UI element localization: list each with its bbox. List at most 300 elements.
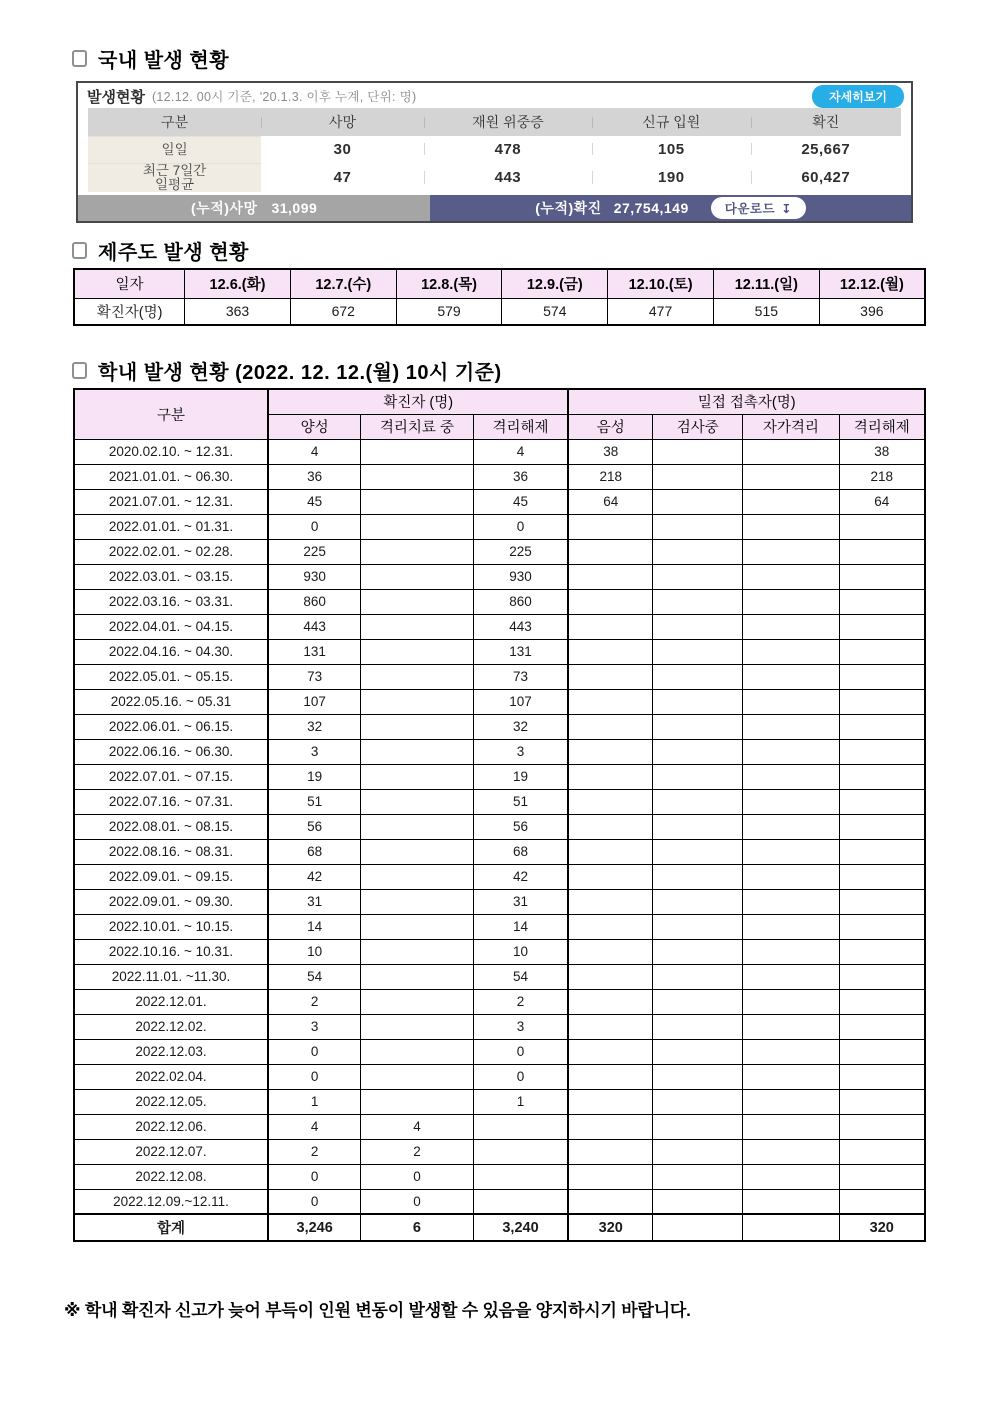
value-cell: [653, 1139, 743, 1164]
value-cell: 225: [473, 539, 568, 564]
value-cell: 56: [473, 814, 568, 839]
value-cell: 0: [473, 1039, 568, 1064]
value-cell: [653, 789, 743, 814]
value-cell: 0: [361, 1189, 473, 1214]
value-cell: [568, 964, 652, 989]
value-cell: [568, 914, 652, 939]
period-cell: 2022.06.01. ~ 06.15.: [74, 714, 268, 739]
column-header: 구분: [161, 114, 189, 130]
value-cell: [743, 564, 839, 589]
value-cell: 36: [268, 464, 361, 489]
value-cell: 3,246: [268, 1214, 361, 1241]
value-cell: 64: [568, 489, 652, 514]
period-cell: 2022.03.16. ~ 03.31.: [74, 589, 268, 614]
table-row: [74, 864, 925, 889]
value-cell: [653, 839, 743, 864]
value-cell: [743, 1114, 839, 1139]
table-row: [74, 839, 925, 864]
value-cell: [653, 864, 743, 889]
value-cell: [653, 1164, 743, 1189]
value-cell: 0: [268, 1189, 361, 1214]
school-table-body: [74, 439, 925, 1241]
value-cell: 574: [502, 298, 608, 325]
value-cell: [653, 514, 743, 539]
value-cell: [361, 739, 473, 764]
value-cell: [361, 1039, 473, 1064]
value-cell: [839, 1114, 925, 1139]
value-cell: [361, 539, 473, 564]
value-cell: [473, 1114, 568, 1139]
download-icon: ↧: [781, 201, 793, 216]
value-cell: 3: [268, 739, 361, 764]
value-cell: 515: [713, 298, 819, 325]
value-cell: 2: [268, 989, 361, 1014]
value-cell: [839, 539, 925, 564]
national-status-box: [76, 81, 913, 223]
value-cell: [653, 1189, 743, 1214]
value-cell: [361, 964, 473, 989]
value-cell: [568, 614, 652, 639]
value-cell: 478: [424, 136, 592, 163]
value-cell: [653, 939, 743, 964]
column-header: 12.6.(화): [185, 269, 291, 298]
value-cell: [361, 989, 473, 1014]
value-cell: [361, 589, 473, 614]
column-header: 일자: [74, 269, 185, 298]
value-cell: [743, 439, 839, 464]
period-cell: 2022.04.01. ~ 04.15.: [74, 614, 268, 639]
value-cell: [568, 1014, 652, 1039]
period-cell: 2022.11.01. ~11.30.: [74, 964, 268, 989]
value-cell: [653, 739, 743, 764]
value-cell: 54: [268, 964, 361, 989]
value-cell: [653, 764, 743, 789]
school-table: [73, 388, 926, 1242]
value-cell: [653, 664, 743, 689]
value-cell: [743, 964, 839, 989]
column-header: 격리해제: [839, 414, 925, 439]
value-cell: 30: [333, 141, 352, 158]
value-cell: [568, 664, 652, 689]
value-cell: [361, 789, 473, 814]
value-cell: [839, 789, 925, 814]
value-cell: [743, 1089, 839, 1114]
period-cell: 2022.09.01. ~ 09.15.: [74, 864, 268, 889]
value-cell: 32: [268, 714, 361, 739]
value-cell: 42: [473, 864, 568, 889]
value-cell: 3: [473, 1014, 568, 1039]
value-cell: [653, 964, 743, 989]
value-cell: 10: [473, 939, 568, 964]
value-cell: 131: [268, 639, 361, 664]
table-row: [74, 1164, 925, 1189]
value-cell: [568, 1039, 652, 1064]
value-cell: 107: [473, 689, 568, 714]
value-cell: [568, 1139, 652, 1164]
column-header: 확진: [751, 112, 901, 132]
value-cell: [361, 864, 473, 889]
value-cell: 68: [268, 839, 361, 864]
value-cell: [473, 1189, 568, 1214]
value-cell: [839, 564, 925, 589]
period-cell: 2022.05.16. ~ 05.31: [74, 689, 268, 714]
table-row: [74, 1089, 925, 1114]
value-cell: 105: [592, 136, 751, 163]
table-row: [74, 1064, 925, 1089]
value-cell: 31: [268, 889, 361, 914]
value-cell: [568, 814, 652, 839]
value-cell: 3,240: [473, 1214, 568, 1241]
value-cell: [743, 789, 839, 814]
column-header: 구분: [74, 389, 268, 439]
column-header: 신규 입원: [592, 112, 751, 132]
value-cell: [361, 439, 473, 464]
value-cell: 0: [268, 1064, 361, 1089]
value-cell: 2: [268, 1139, 361, 1164]
value-cell: [653, 1039, 743, 1064]
value-cell: [839, 914, 925, 939]
value-cell: [568, 939, 652, 964]
column-header: 12.8.(목): [396, 269, 502, 298]
value-cell: [653, 589, 743, 614]
table-row: [74, 1189, 925, 1214]
value-cell: 930: [268, 564, 361, 589]
value-cell: 38: [839, 439, 925, 464]
table-row: [88, 136, 901, 163]
total-row: [74, 1214, 925, 1241]
period-cell: 2022.09.01. ~ 09.30.: [74, 889, 268, 914]
period-cell: 2021.01.01. ~ 06.30.: [74, 464, 268, 489]
checkbox-bullet-icon: [72, 50, 87, 67]
column-group-confirmed: 확진자 (명): [268, 389, 568, 414]
value-cell: [839, 839, 925, 864]
value-cell: [743, 1214, 839, 1241]
value-cell: [568, 739, 652, 764]
table-row: [74, 464, 925, 489]
cumulative-confirmed-label: (누적)확진: [535, 200, 602, 216]
value-cell: [653, 714, 743, 739]
total-label-cell: 합계: [74, 1214, 268, 1241]
table-row: [74, 914, 925, 939]
table-row: [74, 689, 925, 714]
value-cell: 0: [268, 1164, 361, 1189]
table-row: [74, 939, 925, 964]
value-cell: 2: [473, 989, 568, 1014]
value-cell: [743, 1139, 839, 1164]
checkbox-bullet-icon: [72, 242, 87, 259]
download-label: 다운로드: [724, 202, 776, 216]
table-row: [74, 514, 925, 539]
value-cell: [361, 764, 473, 789]
value-cell: [568, 564, 652, 589]
value-cell: [743, 614, 839, 639]
table-row: [74, 614, 925, 639]
footnote: ※ 학내 확진자 신고가 늦어 부득이 인원 변동이 발생할 수 있음을 양지하시기 바랍니다.: [64, 1301, 691, 1320]
value-cell: [839, 1189, 925, 1214]
cumulative-confirmed: [430, 195, 911, 221]
value-cell: [839, 514, 925, 539]
value-cell: 14: [473, 914, 568, 939]
column-header: 양성: [268, 414, 361, 439]
column-group-contacts: 밀접 접촉자(명): [568, 389, 925, 414]
value-cell: [743, 764, 839, 789]
column-header: 12.9.(금): [502, 269, 608, 298]
value-cell: [743, 514, 839, 539]
value-cell: 42: [268, 864, 361, 889]
value-cell: [653, 1214, 743, 1241]
value-cell: [361, 839, 473, 864]
value-cell: [653, 989, 743, 1014]
value-cell: 477: [608, 298, 714, 325]
value-cell: 579: [396, 298, 502, 325]
value-cell: 218: [839, 464, 925, 489]
value-cell: [743, 989, 839, 1014]
value-cell: 107: [268, 689, 361, 714]
period-cell: 2022.10.16. ~ 10.31.: [74, 939, 268, 964]
column-header: 12.12.(월): [819, 269, 925, 298]
value-cell: 225: [268, 539, 361, 564]
table-row: [74, 989, 925, 1014]
value-cell: [839, 589, 925, 614]
value-cell: [743, 739, 839, 764]
value-cell: 320: [568, 1214, 652, 1241]
period-cell: 2022.12.03.: [74, 1039, 268, 1064]
value-cell: [568, 1114, 652, 1139]
value-cell: 3: [473, 739, 568, 764]
heading-text-jeju: 제주도 발생 현황: [98, 242, 249, 264]
value-cell: [653, 914, 743, 939]
value-cell: 320: [839, 1214, 925, 1241]
period-cell: 2022.03.01. ~ 03.15.: [74, 564, 268, 589]
value-cell: [653, 439, 743, 464]
value-cell: 56: [268, 814, 361, 839]
value-cell: 47: [333, 169, 352, 186]
value-cell: [361, 714, 473, 739]
value-cell: [361, 564, 473, 589]
value-cell: [653, 1114, 743, 1139]
table-row: [74, 889, 925, 914]
value-cell: 31: [473, 889, 568, 914]
value-cell: [839, 1164, 925, 1189]
value-cell: [653, 1014, 743, 1039]
value-cell: [839, 689, 925, 714]
row-label: 최근 7일간 일평균: [88, 163, 261, 192]
value-cell: 443: [473, 614, 568, 639]
column-header: 12.11.(일): [713, 269, 819, 298]
value-cell: 73: [473, 664, 568, 689]
column-header: 12.10.(토): [608, 269, 714, 298]
value-cell: [653, 639, 743, 664]
column-header: 12.7.(수): [290, 269, 396, 298]
value-cell: 2: [361, 1139, 473, 1164]
detail-view-button[interactable]: 자세히보기: [812, 85, 904, 108]
value-cell: 38: [568, 439, 652, 464]
value-cell: [839, 739, 925, 764]
value-cell: 4: [361, 1114, 473, 1139]
period-cell: 2022.04.16. ~ 04.30.: [74, 639, 268, 664]
section-heading-jeju: [72, 236, 249, 265]
table-row: [74, 1039, 925, 1064]
school-header-row-groups: [74, 389, 925, 414]
value-cell: [361, 664, 473, 689]
value-cell: [568, 789, 652, 814]
cumulative-confirmed-value: 27,754,149: [613, 200, 689, 216]
value-cell: [839, 664, 925, 689]
value-cell: [839, 1039, 925, 1064]
value-cell: 0: [268, 514, 361, 539]
value-cell: [743, 539, 839, 564]
value-cell: [653, 814, 743, 839]
value-cell: [361, 914, 473, 939]
value-cell: [743, 589, 839, 614]
value-cell: 60,427: [751, 163, 901, 192]
value-cell: [568, 1089, 652, 1114]
box-caption: (12.12. 00시 기준, '20.1.3. 이후 누계, 단위: 명): [151, 90, 417, 104]
value-cell: 45: [473, 489, 568, 514]
value-cell: [568, 1189, 652, 1214]
value-cell: [361, 464, 473, 489]
value-cell: 443: [424, 163, 592, 192]
period-cell: 2022.12.05.: [74, 1089, 268, 1114]
table-row: [74, 639, 925, 664]
period-cell: 2022.08.16. ~ 08.31.: [74, 839, 268, 864]
value-cell: [653, 614, 743, 639]
column-header: 자가격리: [743, 414, 839, 439]
value-cell: [743, 489, 839, 514]
jeju-table: [73, 268, 926, 326]
period-cell: 2022.05.01. ~ 05.15.: [74, 664, 268, 689]
value-cell: [568, 989, 652, 1014]
period-cell: 2022.08.01. ~ 08.15.: [74, 814, 268, 839]
value-cell: [653, 889, 743, 914]
table-row: [74, 1139, 925, 1164]
value-cell: 19: [268, 764, 361, 789]
value-cell: [743, 864, 839, 889]
jeju-header-row: [74, 269, 925, 298]
table-row: [74, 439, 925, 464]
value-cell: [839, 639, 925, 664]
table-row: [74, 714, 925, 739]
value-cell: [839, 614, 925, 639]
value-cell: [743, 1189, 839, 1214]
cumulative-deaths-value: 31,099: [271, 200, 318, 216]
value-cell: [653, 539, 743, 564]
period-cell: 2022.07.16. ~ 07.31.: [74, 789, 268, 814]
value-cell: [839, 1139, 925, 1164]
value-cell: [743, 1014, 839, 1039]
value-cell: [568, 514, 652, 539]
value-cell: [653, 464, 743, 489]
value-cell: [361, 889, 473, 914]
table-row: [74, 564, 925, 589]
table-row: [74, 739, 925, 764]
table-row: [74, 1114, 925, 1139]
value-cell: 1: [268, 1089, 361, 1114]
value-cell: 19: [473, 764, 568, 789]
value-cell: [473, 1164, 568, 1189]
value-cell: [473, 1139, 568, 1164]
value-cell: 218: [568, 464, 652, 489]
period-cell: 2022.12.06.: [74, 1114, 268, 1139]
value-cell: 443: [268, 614, 361, 639]
table-row: [74, 539, 925, 564]
value-cell: [568, 714, 652, 739]
value-cell: [743, 1164, 839, 1189]
heading-text-national: 국내 발생 현황: [98, 50, 230, 72]
cumulative-deaths-label: (누적)사망: [191, 200, 258, 216]
row-label: 확진자(명): [74, 298, 185, 325]
value-cell: [743, 1064, 839, 1089]
value-cell: [361, 489, 473, 514]
value-cell: [361, 639, 473, 664]
value-cell: 363: [185, 298, 291, 325]
value-cell: [839, 1089, 925, 1114]
column-header: 검사중: [653, 414, 743, 439]
checkbox-bullet-icon: [72, 362, 87, 379]
value-cell: [839, 889, 925, 914]
value-cell: [743, 639, 839, 664]
value-cell: 672: [290, 298, 396, 325]
column-header: 격리해제: [473, 414, 568, 439]
table-row: [74, 814, 925, 839]
period-cell: 2022.01.01. ~ 01.31.: [74, 514, 268, 539]
row-label: 일일: [88, 136, 261, 163]
value-cell: [361, 614, 473, 639]
period-cell: 2022.12.08.: [74, 1164, 268, 1189]
value-cell: [743, 839, 839, 864]
value-cell: [568, 839, 652, 864]
value-cell: 54: [473, 964, 568, 989]
value-cell: [568, 1164, 652, 1189]
value-cell: [568, 589, 652, 614]
value-cell: 190: [592, 163, 751, 192]
value-cell: [743, 814, 839, 839]
value-cell: [361, 1064, 473, 1089]
column-header: 음성: [568, 414, 652, 439]
value-cell: [568, 864, 652, 889]
download-button[interactable]: [711, 197, 806, 219]
period-cell: 2022.12.07.: [74, 1139, 268, 1164]
value-cell: [568, 889, 652, 914]
value-cell: [568, 639, 652, 664]
value-cell: 4: [268, 439, 361, 464]
value-cell: 3: [268, 1014, 361, 1039]
value-cell: 1: [473, 1089, 568, 1114]
value-cell: 14: [268, 914, 361, 939]
value-cell: 64: [839, 489, 925, 514]
table-row: [74, 1014, 925, 1039]
value-cell: [743, 464, 839, 489]
value-cell: [839, 1064, 925, 1089]
value-cell: 860: [473, 589, 568, 614]
column-header: 사망: [261, 112, 424, 132]
value-cell: [743, 914, 839, 939]
value-cell: [743, 939, 839, 964]
value-cell: 0: [361, 1164, 473, 1189]
table-row: [74, 664, 925, 689]
value-cell: [839, 864, 925, 889]
national-box-footer: [78, 195, 911, 221]
period-cell: 2022.02.04.: [74, 1064, 268, 1089]
value-cell: [361, 1014, 473, 1039]
box-title: 발생현황: [87, 88, 145, 106]
value-cell: 131: [473, 639, 568, 664]
table-row: [74, 789, 925, 814]
value-cell: 73: [268, 664, 361, 689]
period-cell: 2022.02.01. ~ 02.28.: [74, 539, 268, 564]
value-cell: 4: [473, 439, 568, 464]
table-row: [74, 764, 925, 789]
